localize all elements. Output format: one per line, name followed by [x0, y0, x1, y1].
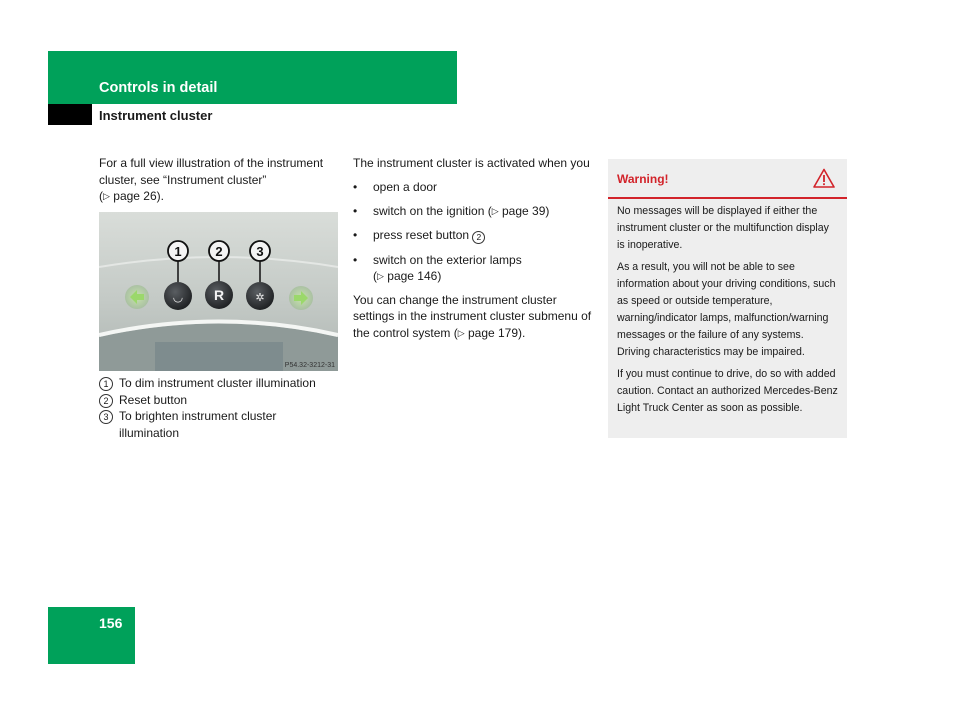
legend-number: 1: [99, 377, 113, 391]
warning-paragraph: If you must continue to drive, do so with added caution. Contact an authorized Mercedes-Benz Light Truck Center as soon as possible.: [617, 368, 838, 414]
legend-text: Reset button: [119, 392, 188, 407]
legend-item: [99, 375, 339, 392]
list-item: • switch on the exterior lamps (▷ page 146): [353, 252, 593, 285]
intro-line-2: cluster, see “Instrument cluster”: [99, 172, 267, 187]
page-ref-link[interactable]: page 39): [502, 204, 550, 218]
legend-item: [99, 392, 339, 409]
intro-paragraph: For a full view illustration of the instrument cluster, see “Instrument cluster” (▷ page 26).: [99, 156, 324, 203]
intro-line-1: For a full view illustration of the instrument: [99, 156, 324, 170]
list-item-text: open a door: [373, 180, 438, 194]
list-item: [353, 179, 593, 196]
header-band: [48, 51, 457, 104]
settings-paragraph: [353, 292, 593, 342]
section-title: Controls in detail: [99, 80, 218, 96]
warning-paragraph: As a result, you will not be able to see information about your driving conditions, such as speed or outside temperature, warning/indicator lamps, malfunction/warning messages or the failure of any systems. Driving characteristics may be impaired.: [617, 261, 836, 358]
list-item-text: switch on the ignition (: [373, 204, 492, 218]
cluster-illustration: [99, 212, 338, 371]
inline-number: 2: [472, 231, 485, 244]
warning-box: [608, 159, 847, 438]
legend-number: 3: [99, 410, 113, 424]
callout-label-3: 3: [256, 244, 264, 259]
warning-body: [608, 199, 847, 417]
page-ref-link[interactable]: page 26).: [113, 189, 164, 203]
photo-code: P54.32-3212-31: [284, 362, 335, 369]
page-ref-triangle-icon: ▷: [103, 191, 110, 201]
brighten-glyph: ✲: [255, 291, 265, 304]
callout-label-1: 1: [174, 244, 182, 259]
list-item-text: switch on the exterior lamps: [373, 252, 522, 267]
warning-triangle-icon: [813, 168, 835, 188]
page-ref-link[interactable]: page 179).: [467, 325, 526, 340]
reset-glyph: R: [213, 287, 225, 303]
list-item-text: press reset button: [373, 228, 470, 242]
instrument-cluster-photo: [99, 212, 338, 371]
warning-header: [608, 159, 847, 199]
legend-item: [99, 408, 339, 441]
list-item: [353, 227, 593, 244]
legend-number: 2: [99, 394, 113, 408]
activation-list: [353, 179, 593, 285]
list-item: [353, 203, 593, 220]
warning-paragraph: No messages will be displayed if either the instrument cluster or the multifunction display is inoperative.: [617, 205, 829, 251]
section-marker: [48, 104, 92, 125]
page-ref-triangle-icon: ▷: [491, 206, 499, 216]
page-ref-triangle-icon: ▷: [377, 271, 384, 281]
page-number: 156: [99, 615, 123, 631]
legend-text: To brighten instrument cluster illumination: [119, 409, 277, 440]
warning-title: Warning!: [617, 172, 669, 186]
activation-intro: The instrument cluster is activated when you: [353, 156, 590, 170]
activation-section: [353, 155, 593, 341]
subsection-title: Instrument cluster: [99, 108, 213, 123]
page-ref-triangle-icon: ▷: [457, 327, 465, 338]
dim-glyph: ◡: [172, 290, 184, 304]
legend-text: To dim instrument cluster illumination: [119, 376, 316, 390]
page-ref-link[interactable]: page 146): [387, 269, 442, 283]
callout-label-2: 2: [215, 244, 223, 259]
photo-legend: [99, 375, 339, 441]
settings-text: You can change the instrument cluster settings in the instrument cluster submenu of the control system (: [353, 292, 592, 340]
